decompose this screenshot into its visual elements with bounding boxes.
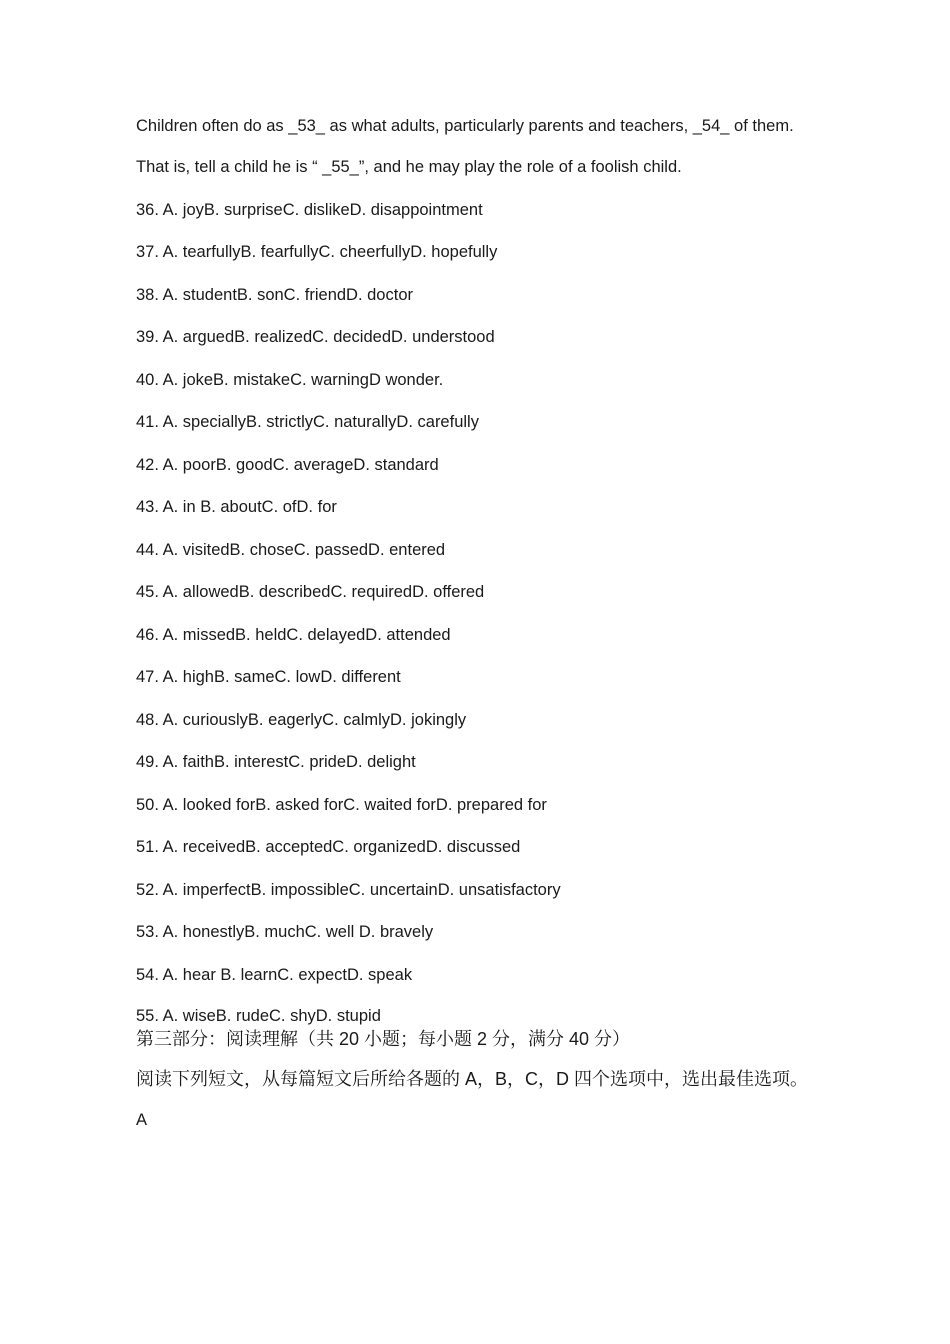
question-45-options: 45. A. allowedB. describedC. requiredD. offered (136, 583, 485, 601)
question-37-options: 37. A. tearfullyB. fearfullyC. cheerfullyD. hopefully (136, 243, 498, 261)
question-39-options: 39. A. arguedB. realizedC. decidedD. understood (136, 328, 495, 346)
section-instruction: 阅读下列短文，从每篇短文后所给各题的 A，B，C，D 四个选项中，选出最佳选项。 (136, 1069, 809, 1089)
question-41-options: 41. A. speciallyB. strictlyC. naturallyD. carefully (136, 413, 479, 431)
question-51-options: 51. A. receivedB. acceptedC. organizedD. discussed (136, 838, 521, 856)
question-43-options: 43. A. in B. aboutC. ofD. for (136, 498, 337, 516)
question-50-options: 50. A. looked forB. asked forC. waited forD. prepared for (136, 795, 547, 814)
question-46-options: 46. A. missedB. heldC. delayedD. attended (136, 625, 451, 644)
question-49-options: 49. A. faithB. interestC. prideD. delight (136, 753, 416, 771)
question-42-options: 42. A. poorB. goodC. averageD. standard (136, 455, 439, 474)
question-48-options: 48. A. curiouslyB. eagerlyC. calmlyD. jokingly (136, 710, 467, 729)
passage-label: A (136, 1111, 148, 1129)
paragraph-children-adults: Children often do as _53_ as what adults, particularly parents and teachers, _54_ of them. (136, 117, 794, 135)
paragraph-foolish-child: That is, tell a child he is “ _55_”, and he may play the role of a foolish child. (136, 158, 682, 176)
question-52-options: 52. A. imperfectB. impossibleC. uncertainD. unsatisfactory (136, 880, 561, 899)
document-body (136, 114, 812, 1132)
question-55-options: 55. A. wiseB. rudeC. shyD. stupid (136, 1007, 381, 1025)
question-44-options: 44. A. visitedB. choseC. passedD. entered (136, 540, 446, 559)
question-54-options: 54. A. hear B. learnC. expectD. speak (136, 965, 413, 984)
section-heading: 第三部分：阅读理解（共 20 小题；每小题 2 分，满分 40 分） (136, 1029, 631, 1049)
question-40-options: 40. A. jokeB. mistakeC. warningD wonder. (136, 370, 444, 389)
question-47-options: 47. A. highB. sameC. lowD. different (136, 668, 401, 686)
question-36-options: 36. A. joyB. surpriseC. dislikeD. disappointment (136, 200, 483, 219)
question-38-options: 38. A. studentB. sonC. friendD. doctor (136, 285, 413, 304)
question-53-options: 53. A. honestlyB. muchC. well D. bravely (136, 923, 434, 941)
